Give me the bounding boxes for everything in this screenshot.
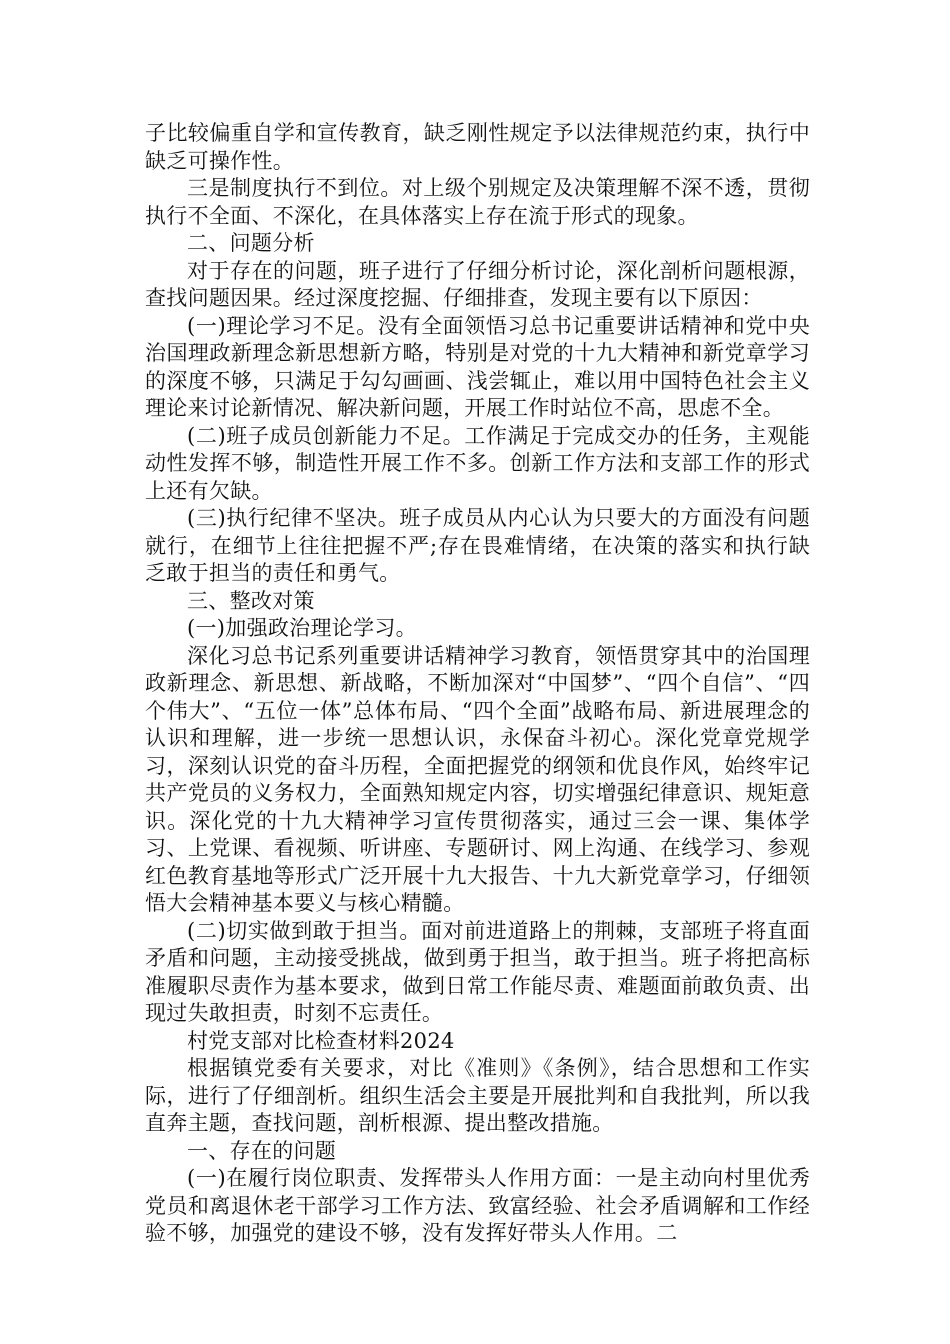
- section-heading: 一、存在的问题: [187, 1138, 337, 1163]
- subsection-heading: (一)加强政治理论学习。: [187, 616, 417, 640]
- paragraph: 对于存在的问题，班子进行了仔细分析讨论，深化剖析问题根源，查找问题因果。经过深度挖掘、仔细排查，发现主要有以下原因：: [145, 258, 810, 310]
- paragraph: 子比较偏重自学和宣传教育，缺乏刚性规定予以法律规范约束，执行中缺乏可操作性。: [145, 121, 810, 173]
- paragraph: (二)切实做到敢于担当。面对前进道路上的荆棘，支部班子将直面矛盾和问题，主动接受挑战，做到勇于担当，敢于担当。班子将把高标准履职尽责作为基本要求，做到日常工作能尽责、难题面前敢负责、出现过失敢担责，时刻不忘责任。: [145, 918, 810, 1025]
- section-heading: 三、整改对策: [187, 588, 315, 613]
- paragraph: (一)在履行岗位职责、发挥带头人作用方面：一是主动向村里优秀党员和离退休老干部学习工作方法、致富经验、社会矛盾调解和工作经验不够，加强党的建设不够，没有发挥好带头人作用。二: [145, 1166, 810, 1245]
- document-title: 村党支部对比检查材料2024: [187, 1028, 455, 1053]
- paragraph: (一)理论学习不足。没有全面领悟习总书记重要讲话精神和党中央治国理政新理念新思想新方略，特别是对党的十九大精神和新党章学习的深度不够，只满足于勾勾画画、浅尝辄止，难以用中国特色社会主义理论来讨论新情况、解决新问题，开展工作时站位不高，思虑不全。: [145, 313, 810, 420]
- paragraph: 三是制度执行不到位。对上级个别规定及决策理解不深不透，贯彻执行不全面、不深化，在具体落实上存在流于形式的现象。: [145, 176, 810, 228]
- paragraph: (三)执行纪律不坚决。班子成员从内心认为只要大的方面没有问题就行，在细节上往往把握不严;存在畏难情绪，在决策的落实和执行缺乏敢于担当的责任和勇气。: [145, 506, 810, 585]
- document-body: [145, 120, 810, 1248]
- paragraph: 根据镇党委有关要求，对比《准则》《条例》，结合思想和工作实际，进行了仔细剖析。组织生活会主要是开展批判和自我批判，所以我直奔主题，查找问题，剖析根源、提出整改措施。: [145, 1056, 810, 1135]
- paragraph: (二)班子成员创新能力不足。工作满足于完成交办的任务，主观能动性发挥不够，制造性开展工作不多。创新工作方法和支部工作的形式上还有欠缺。: [145, 423, 810, 503]
- paragraph: 深化习总书记系列重要讲话精神学习教育，领悟贯穿其中的治国理政新理念、新思想、新战略，不断加深对“中国梦”、“四个自信”、“四个伟大”、“五位一体”总体布局、“四个全面”战略布局、新进展理念的认识和理解，进一步统一思想认识，永保奋斗初心。深化党章党规学习，深刻认识党的奋斗历程，全面把握党的纲领和优良作风，始终牢记共产党员的义务权力，全面熟知规定内容，切实增强纪律意识、规矩意识。深化党的十九大精神学习宣传贯彻落实，通过三会一课、集体学习、上党课、看视频、听讲座、专题研讨、网上沟通、在线学习、参观红色教育基地等形式广泛开展十九大报告、十九大新党章学习，仔细领悟大会精神基本要义与核心精髓。: [145, 643, 810, 915]
- section-heading: 二、问题分析: [187, 231, 315, 255]
